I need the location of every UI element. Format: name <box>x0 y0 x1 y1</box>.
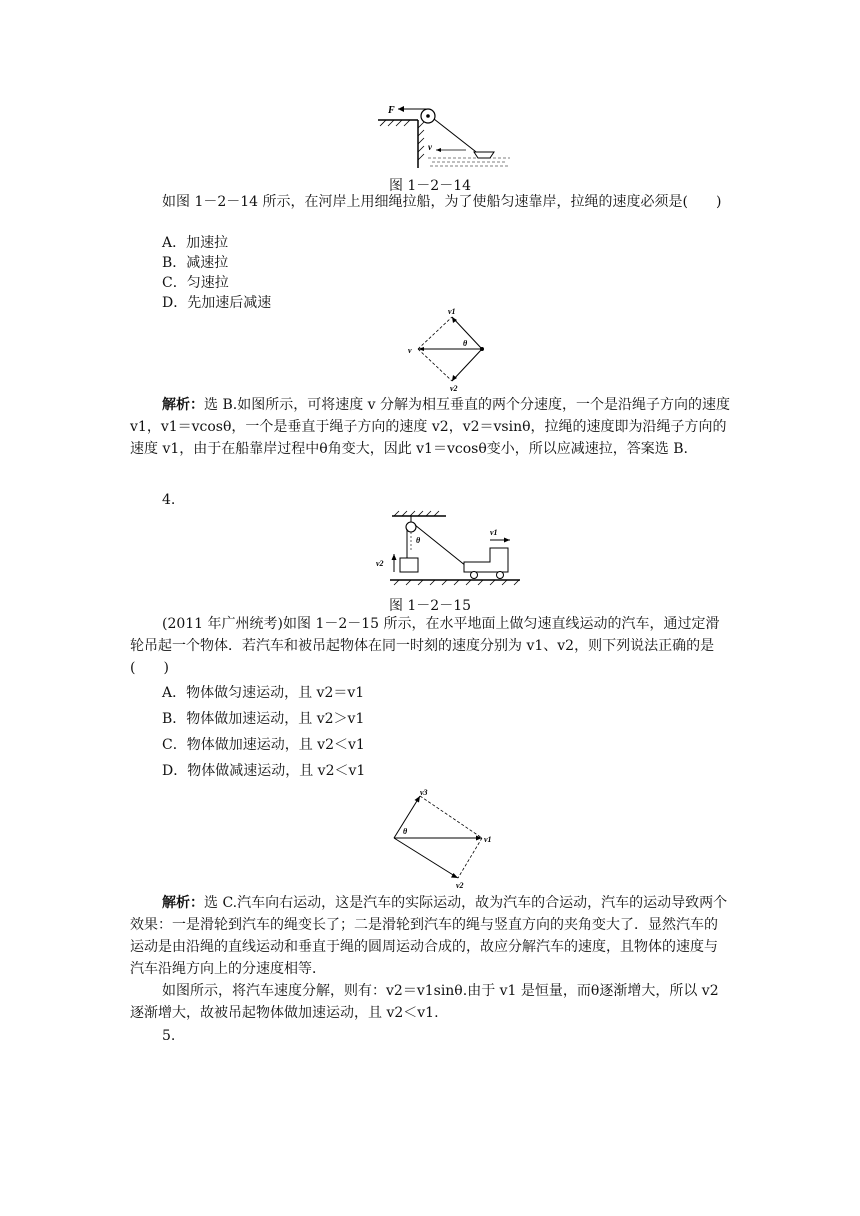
v2-label: v2 <box>450 384 458 393</box>
analysis-text: 选 B.如图所示，可将速度 v 分解为相互垂直的两个分速度，一个是沿绳子方向的速度 v1，v1＝vcosθ，一个是垂直于绳子方向的速度 v2，v2＝vsinθ，拉绳的速度即为沿绳子方向的速度 v1，由于在船靠岸过程中θ角变大，因此 v1＝vcosθ变小，所以应减速拉，答案选 B. <box>130 397 730 457</box>
option-a-4: A．物体做匀速运动，且 v2＝v1 <box>162 685 365 701</box>
option-a: A．加速拉 <box>162 235 229 251</box>
vector-decomposition-diagram-2 <box>386 786 506 892</box>
v1-label: v1 <box>448 307 456 316</box>
option-b: B．减速拉 <box>162 255 229 271</box>
v2-label-2: v2 <box>456 881 464 890</box>
analysis-q4-part2: 如图所示，将汽车速度分解，则有：v2＝v1sinθ.由于 v1 是恒量，而θ逐渐增大，所以 v2 逐渐增大，故被吊起物体做加速运动，且 v2＜v1. <box>130 983 719 1021</box>
v3-label: v3 <box>420 788 428 797</box>
truck-theta-label: θ <box>416 536 421 545</box>
velocity-label: v <box>428 142 432 152</box>
option-c: C．匀速拉 <box>162 275 229 291</box>
force-label: F <box>388 105 395 116</box>
option-d-4: D．物体做减速运动，且 v2＜v1 <box>162 763 366 779</box>
analysis-label-4: 解析： <box>162 895 204 911</box>
option-c-4: C．物体做加速运动，且 v2＜v1 <box>162 737 365 753</box>
analysis-q4 <box>130 892 730 980</box>
question-number-4: 4. <box>162 492 176 508</box>
figure-boat-pulley <box>370 100 520 172</box>
vector-decomposition-diagram-1 <box>400 305 500 393</box>
analysis-q3 <box>130 394 730 460</box>
question-stem-4: (2011 年广州统考)如图 1－2－15 所示，在水平地面上做匀速直线运动的汽车，通过定滑轮吊起一个物体．若汽车和被吊起物体在同一时刻的速度分别为 v1、v2，则下列说法正确的是( ) <box>130 616 720 676</box>
truck-v1-label: v1 <box>490 528 498 537</box>
option-d: D．先加速后减速 <box>162 295 272 311</box>
v-label: v <box>408 346 412 355</box>
figure-caption-1-2-15: 图 1－2－15 <box>388 598 472 614</box>
analysis-text-4: 选 C.汽车向右运动，这是汽车的实际运动，故为汽车的合运动，汽车的运动导致两个效果：一是滑轮到汽车的绳变长了；二是滑轮到汽车的绳与竖直方向的夹角变大了．显然汽车的运动是由沿绳的直线运动和垂直于绳的圆周运动合成的，故应分解汽车的速度，且物体的速度与汽车沿绳方向上的分速度相等． <box>130 895 728 977</box>
v1-label-2: v1 <box>484 835 492 844</box>
figure-caption-1-2-14: 图 1－2－14 <box>388 178 472 194</box>
option-b-4: B．物体做加速运动，且 v2＞v1 <box>162 711 365 727</box>
theta-label-2: θ <box>403 827 408 836</box>
question-stem: 如图 1－2－14 所示，在河岸上用细绳拉船，为了使船匀速靠岸，拉绳的速度必须是( ) <box>162 194 722 210</box>
question-number-5: 5. <box>162 1028 176 1044</box>
analysis-label: 解析： <box>162 397 204 413</box>
figure-truck-pulley <box>376 510 526 592</box>
block-v2-label: v2 <box>376 559 384 568</box>
theta-label: θ <box>463 339 468 348</box>
